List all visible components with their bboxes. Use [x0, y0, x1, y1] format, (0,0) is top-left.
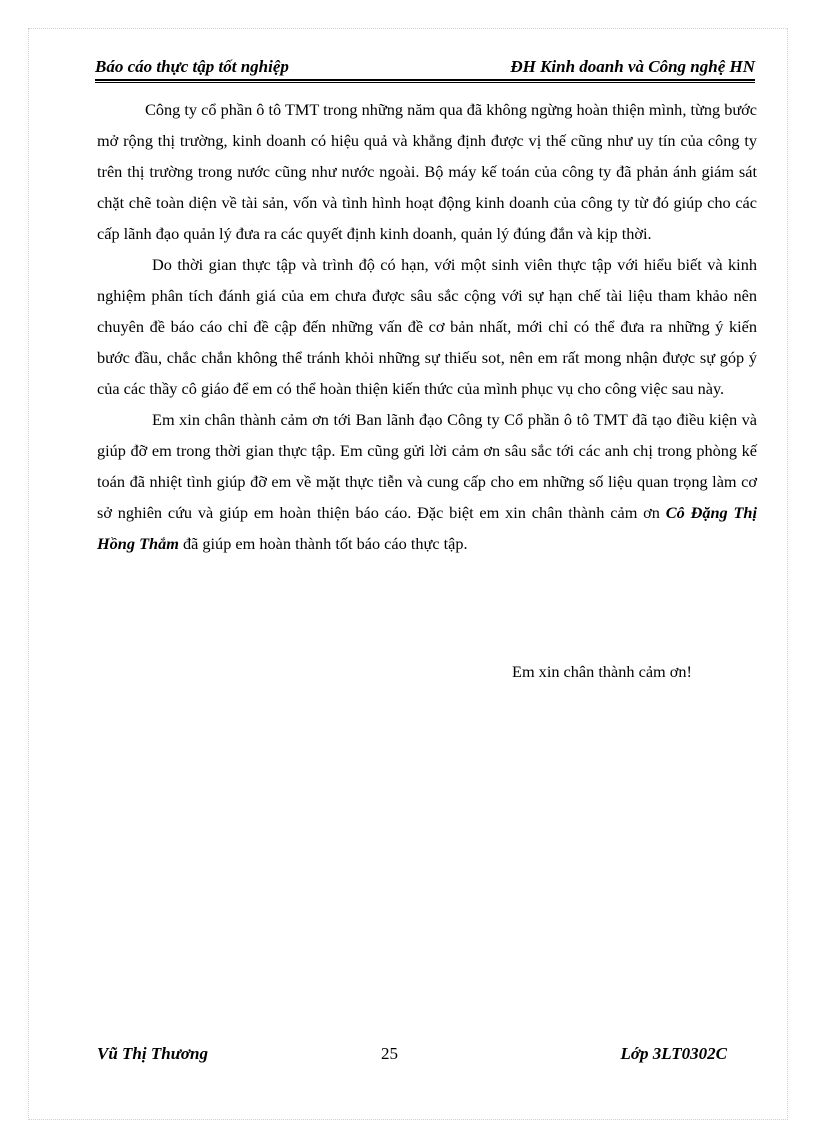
- header-report-title: Báo cáo thực tập tốt nghiệp: [95, 57, 289, 76]
- page-header: [95, 57, 755, 79]
- header-divider: [95, 79, 755, 83]
- paragraph-company-overview: Công ty cổ phần ô tô TMT trong những năm qua đã không ngừng hoàn thiện mình, từng bước mở rộng thị trường, kinh doanh có hiệu quả và khẳng định được vị thế cũng như uy tín của công ty trên thị trường trong nước cũng như nước ngoài. Bộ máy kế toán của công ty đã phản ánh giám sát chặt chẽ toàn diện về tài sản, vốn và tình hình hoạt động kinh doanh của công ty từ đó giúp cho các cấp lãnh đạo quản lý đưa ra các quyết định kinh doanh, quản lý đúng đắn và kịp thời.: [97, 100, 757, 243]
- supervisor-name: Cô Đặng Thị Hồng Thắm: [97, 503, 757, 553]
- paragraph-limitations: Do thời gian thực tập và trình độ có hạn, với một sinh viên thực tập với hiểu biết và kinh nghiệm phân tích đánh giá của em chưa được sâu sắc cộng với sự hạn chế tài liệu tham khảo nên chuyên đề báo cáo chỉ đề cập đến những vấn đề cơ bản nhất, mới chỉ có thể đưa ra những ý kiến bước đầu, chắc chắn không thể tránh khỏi những sự thiếu sot, nên em rất mong nhận được sự góp ý của các thầy cô giáo để em có thể hoàn thiện kiến thức của mình phục vụ cho công việc sau này.: [97, 255, 757, 398]
- header-university: ĐH Kinh doanh và Công nghệ HN: [510, 57, 755, 76]
- document-body: [97, 94, 757, 559]
- page-footer: [97, 1044, 727, 1068]
- closing-line: Em xin chân thành cảm ơn!: [512, 662, 692, 681]
- acknowledgement-text-after: đã giúp em hoàn thành tốt báo cáo thực tập.: [178, 534, 468, 553]
- footer-class: Lớp 3LT0302C: [620, 1044, 727, 1063]
- acknowledgement-text-before: Em xin chân thành cảm ơn tới Ban lãnh đạo Công ty Cổ phần ô tô TMT đã tạo điều kiện và giúp đỡ em trong thời gian thực tập. Em cũng gửi lời cảm ơn sâu sắc tới các anh chị trong phòng kế toán đã nhiệt tình giúp đỡ em về mặt thực tiễn và cung cấp cho em những số liệu quan trọng làm cơ sở nghiên cứu và giúp em hoàn thiện báo cáo. Đặc biệt em xin chân thành cảm ơn: [97, 410, 757, 522]
- footer-page-number: 25: [381, 1044, 398, 1063]
- paragraph-acknowledgements: [97, 404, 757, 559]
- footer-author: Vũ Thị Thương: [97, 1044, 208, 1063]
